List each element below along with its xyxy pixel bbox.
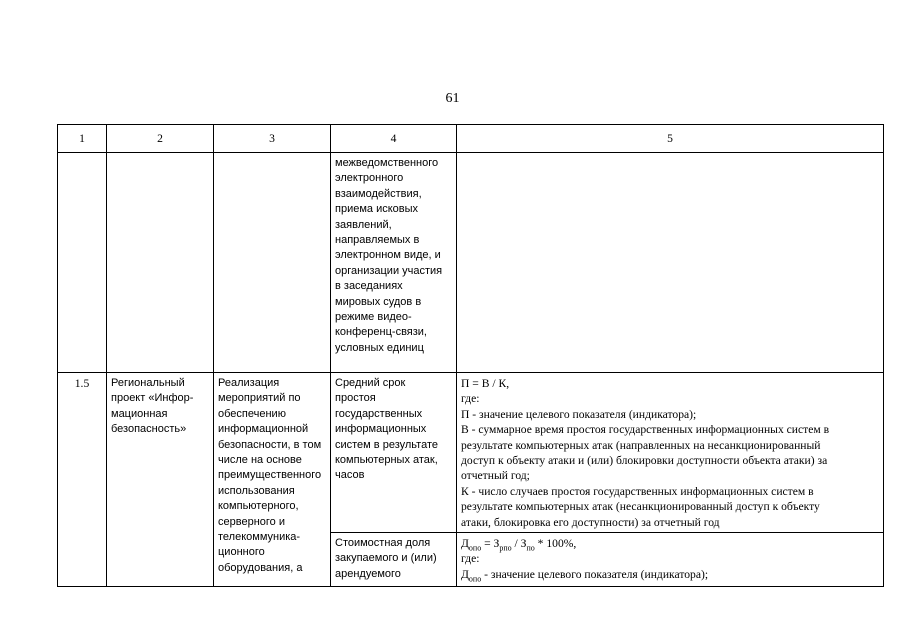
text-line [461,567,879,582]
formula-line [461,536,879,551]
text-line: мероприятий по [218,392,301,405]
text-line: Средний срок [335,377,406,389]
cell-indicator-share [331,533,457,587]
cell-activity [214,373,331,587]
text-line: арендуемого [335,567,401,580]
definition-text: - значение целевого показателя (индикатора); [481,567,709,581]
table-row-1-5 [58,373,884,533]
text-line: преимущественного [218,469,322,482]
text-line: систем в результате [335,438,438,451]
header-cell-5: 5 [457,125,884,153]
header-cell-3: 3 [214,125,331,153]
formula-line: П = В / К, [461,377,510,390]
text-line: часов [335,469,365,482]
text-line: Стоимостная доля [335,537,431,550]
text-line: где: [461,552,480,566]
text-line: безопасности, в том [218,438,322,451]
formula-subscript: опо [468,543,482,553]
text-line: в заседаниях [335,280,403,293]
formula-subscript: опо [468,574,482,584]
formula-symbol: Д [461,567,469,581]
cell-empty [214,153,331,373]
text-line: информационных [335,423,427,436]
table-header-row [58,125,884,153]
text-line: компьютерных атак, [335,454,438,467]
text-line: ционного [218,546,265,559]
text-line: доступ к объекту атаки и (или) блокировки доступности объекта атаки) за [461,454,828,468]
table-row-continuation [58,153,884,373]
cell-method-share [457,533,884,587]
text-line: электронного [335,172,404,185]
formula-symbol: / З [511,537,527,551]
text-line: условных единиц [335,341,424,354]
text-line: взаимодействия, [335,187,422,200]
formula-subscript: по [526,543,535,553]
text-line: результате компьютерных атак (направленных на несанкционированный [461,438,821,452]
text-line: использования [218,484,295,497]
text-line: закупаемого и (или) [335,552,437,565]
text-line: числе на основе [218,454,302,467]
header-cell-1: 1 [58,125,107,153]
formula-subscript: рпо [499,543,512,553]
cell-method-downtime [457,373,884,533]
text-line: обеспечению [218,407,286,420]
text-line: проект «Инфор- [111,392,194,405]
cell-empty [107,153,214,373]
text-line: заявлений, [335,218,392,231]
cell-continued-indicator [331,153,457,373]
text-line: результате компьютерных атак (несанкционированный доступ к объекту [461,500,820,514]
text-line: межведомственного [335,157,439,169]
text-line: атаки, блокировка его доступности) за отчетный год [461,515,720,529]
cell-project [107,373,214,587]
text-line: Региональный [111,377,185,389]
text-line: государственных [335,407,423,420]
page-number: 61 [445,91,460,106]
text-line: отчетный год; [461,469,530,483]
row-number: 1.5 [58,373,107,587]
text-line: мационная [111,407,168,420]
text-line: где: [461,392,480,406]
formula-symbol: = З [481,537,500,551]
text-line: В - суммарное время простоя государственных информационных систем в [461,423,830,437]
cell-indicator-downtime [331,373,457,533]
text-line: телекоммуника- [218,531,301,544]
text-line: режиме видео- [335,311,412,324]
text-line: К - число случаев простоя государственных информационных систем в [461,484,814,498]
text-line: простоя [335,392,376,405]
document-table [57,124,884,587]
text-line: компьютерного, [218,500,299,513]
text-line: электронном виде, и [335,249,441,262]
text-line: мировых судов в [335,295,422,308]
text-line: организации участия [335,264,443,277]
header-cell-4: 4 [331,125,457,153]
formula-symbol: * 100%, [534,537,577,551]
cell-empty [58,153,107,373]
formula-symbol: Д [461,537,469,551]
text-line: серверного и [218,515,285,528]
text-line: безопасность» [111,423,187,436]
text-line: направляемых в [335,234,420,247]
text-line: конференц-связи, [335,326,427,339]
text-line: оборудования, а [218,561,303,574]
header-cell-2: 2 [107,125,214,153]
text-line: Реализация [218,377,280,389]
cell-empty [457,153,884,373]
text-line: П - значение целевого показателя (индикатора); [461,407,697,421]
text-line: приема исковых [335,203,419,216]
text-line: информационной [218,423,309,436]
